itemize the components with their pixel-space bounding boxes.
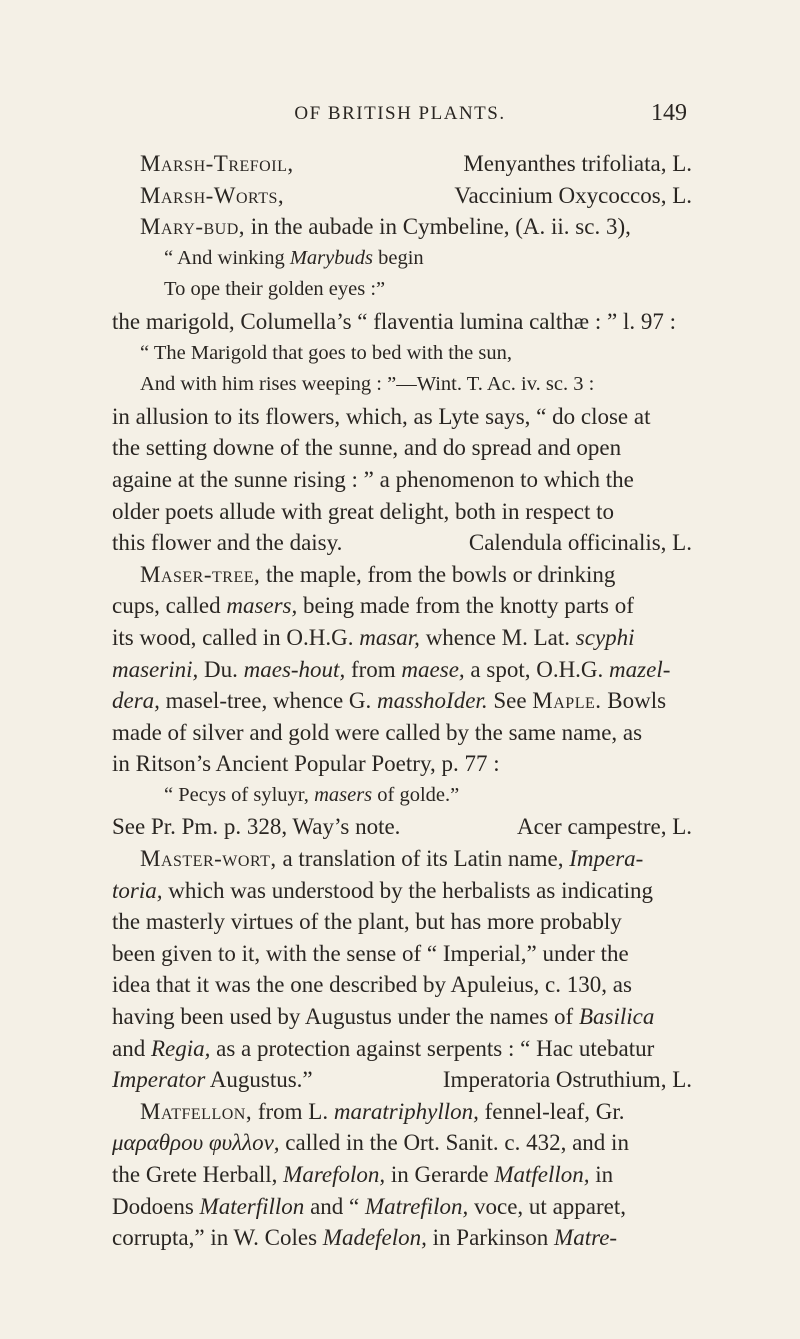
text-span: “ And winking	[164, 246, 290, 269]
text-span: in Parkinson	[426, 1225, 555, 1251]
entry-marsh-trefoil	[112, 148, 692, 180]
greek-term: μαραθρου φυλλον,	[112, 1130, 280, 1156]
text-line	[112, 1064, 692, 1096]
text-span: voce, ut apparet,	[468, 1193, 626, 1219]
text-line: in Ritson’s Ancient Popular Poetry, p. 77 :	[112, 751, 500, 777]
latin-name: Vaccinium Oxycoccos, L.	[454, 182, 692, 208]
text-line	[112, 1222, 692, 1254]
page-number: 149	[651, 100, 687, 126]
text-line	[112, 1127, 692, 1159]
text-line	[112, 875, 692, 907]
text-span: begin	[372, 246, 424, 269]
text-span: and “	[304, 1193, 365, 1219]
text-line	[112, 1001, 692, 1033]
text-span: which was understood by the herbalists as indicating	[162, 877, 654, 903]
quote-line: And with him rises weeping : ”—Wint. T. Ac. iv. sc. 3 :	[140, 373, 595, 396]
headword: Maser-tree,	[140, 561, 261, 587]
text-span: the Grete Herball,	[112, 1162, 284, 1187]
text-line	[112, 1191, 692, 1223]
italic-term: maratriphyllon,	[333, 1098, 479, 1124]
text-line: in allusion to its flowers, which, as Lyte says, “ do close at	[112, 403, 651, 429]
italic-term: Marybuds	[289, 246, 373, 269]
italic-term: Madefelon,	[322, 1225, 427, 1251]
headword: Mary-bud,	[140, 214, 246, 240]
text-span: called in the Ort. Sanit. c. 432, and in	[279, 1130, 629, 1156]
text-span: the maple, from the bowls or drinking	[260, 561, 616, 587]
text-span: Bowls	[601, 688, 667, 714]
italic-term: Matrefilon,	[364, 1193, 469, 1219]
italic-term: dera,	[112, 688, 160, 714]
italic-term: Matre-	[554, 1225, 618, 1251]
text-span: “ Pecys of syluyr,	[164, 783, 315, 806]
text-line	[112, 622, 692, 654]
text-span: being made from the knotty parts of	[297, 593, 634, 619]
text-span: its wood, called in O.H.G.	[112, 624, 360, 650]
text-span: and	[112, 1035, 151, 1061]
italic-term: scyphi	[575, 624, 635, 650]
text-line	[112, 590, 692, 622]
text-line: older poets allude with great delight, both in respect to	[112, 498, 615, 524]
headword: Marsh-Trefoil,	[140, 151, 294, 176]
running-title: OF BRITISH PLANTS.	[294, 103, 506, 124]
text-span: from L.	[252, 1098, 334, 1124]
text-span: a spot, O.H.G.	[464, 656, 610, 682]
text-span: as a protection against serpents : “ Hac utebatur	[210, 1035, 655, 1061]
quote-line: To ope their golden eyes :”	[164, 278, 386, 301]
body-text	[112, 148, 692, 1254]
italic-term: Marefolon,	[283, 1162, 386, 1187]
headword: Master-wort,	[140, 846, 277, 872]
latin-name: Calendula officinalis, L.	[468, 530, 692, 556]
text-line	[112, 527, 692, 559]
headword: Matfellon,	[140, 1098, 253, 1124]
text-span	[112, 1064, 313, 1096]
text-line	[112, 1033, 692, 1065]
text-span: cups, called	[112, 593, 227, 619]
italic-term: masers	[314, 783, 373, 806]
italic-term: maserini,	[112, 656, 199, 682]
italic-term: masar,	[359, 624, 420, 650]
italic-term: Regia,	[150, 1035, 211, 1061]
text-span: from	[345, 656, 402, 682]
italic-term: toria,	[112, 877, 163, 903]
text-span: Augustus.”	[205, 1067, 313, 1093]
text-line: the marigold, Columella’s “ flaventia lumina calthæ : ” l. 97 :	[112, 308, 677, 334]
text-line: the masterly virtues of the plant, but has more probably	[112, 909, 622, 935]
text-span: corrupta,” in W. Coles	[112, 1225, 323, 1251]
italic-term: mazel-	[609, 656, 671, 682]
cross-reference: Maple.	[532, 688, 602, 714]
italic-term: maese,	[401, 656, 465, 682]
latin-name: Menyanthes trifoliata, L.	[463, 151, 692, 176]
text-span: fennel-leaf, Gr.	[478, 1098, 625, 1124]
italic-term: Basilica	[578, 1004, 655, 1030]
quote-line: “ The Marigold that goes to bed with the sun,	[140, 341, 512, 364]
italic-term: masers,	[226, 593, 298, 619]
text-line	[112, 811, 692, 843]
text-span: having been used by Augustus under the names of	[112, 1004, 579, 1030]
entry-master-wort	[112, 843, 692, 875]
text-line: in the aubade in Cymbeline, (A. ii. sc. 3),	[245, 214, 631, 240]
italic-term: Impera-	[569, 846, 644, 872]
text-span: whence M. Lat.	[419, 624, 576, 650]
text-span: Du.	[198, 656, 244, 682]
text-span: See	[487, 688, 533, 714]
italic-term: Matfellon,	[494, 1162, 590, 1187]
entry-matfellon	[112, 1096, 692, 1128]
text-span: See Pr. Pm. p. 328, Way’s note.	[112, 814, 401, 840]
text-line: been given to it, with the sense of “ Imperial,” under the	[112, 940, 629, 966]
text-span: in	[589, 1162, 614, 1187]
latin-name: Imperatoria Ostruthium, L.	[442, 1067, 692, 1093]
text-line: idea that it was the one described by Apuleius, c. 130, as	[112, 972, 632, 998]
text-span: in Gerarde	[385, 1162, 495, 1187]
text-line	[112, 685, 692, 717]
entry-maser-tree	[112, 559, 692, 591]
text-line: againe at the sunne rising : ” a phenomenon to which the	[112, 466, 634, 492]
page-header	[0, 100, 800, 130]
text-span: a translation of its Latin name,	[276, 846, 570, 872]
entry-marsh-worts	[112, 180, 692, 212]
text-span: this flower and the daisy.	[112, 530, 343, 556]
text-line: the setting downe of the sunne, and do spread and open	[112, 435, 622, 461]
entry-mary-bud	[112, 211, 692, 243]
text-span: masel-tree, whence G.	[159, 688, 378, 714]
italic-term: Imperator	[112, 1067, 206, 1093]
text-span: of golde.”	[372, 783, 460, 806]
latin-name: Acer campestre, L.	[517, 814, 692, 840]
text-line	[112, 1159, 692, 1191]
text-span: Dodoens	[112, 1193, 200, 1219]
italic-term: masshoIder.	[377, 688, 488, 714]
text-line	[112, 654, 692, 686]
text-line: made of silver and gold were called by the same name, as	[112, 719, 643, 745]
headword: Marsh-Worts,	[140, 182, 285, 208]
italic-term: maes-hout,	[243, 656, 346, 682]
quote-line	[112, 780, 692, 812]
italic-term: Materfillon	[199, 1193, 305, 1219]
quote-line	[112, 243, 692, 275]
